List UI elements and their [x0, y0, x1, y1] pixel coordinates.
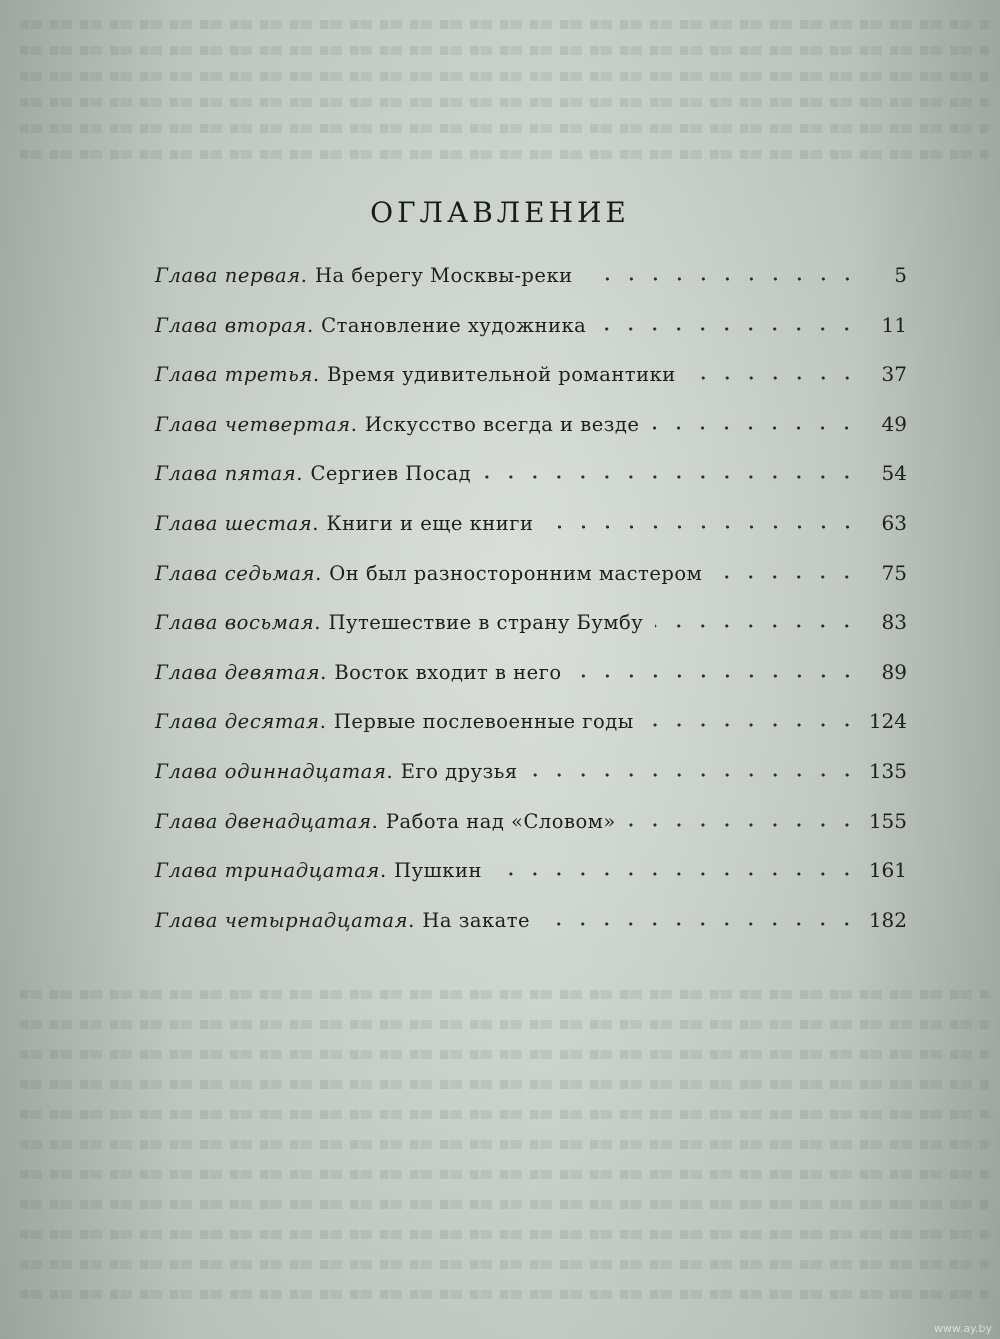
chapter-title: Первые послевоенные годы [333, 710, 634, 734]
separator-dot: . [312, 511, 319, 535]
separator-dot: . [306, 313, 314, 337]
dot-leader [646, 708, 859, 728]
toc-entry [155, 857, 907, 907]
separator-dot: . [315, 561, 322, 585]
bleed-through-line [20, 10, 990, 36]
toc-entry [155, 460, 907, 510]
bleed-through-line [20, 88, 990, 114]
chapter-title: На берегу Москвы-реки [315, 264, 573, 287]
chapter-title: Восток входит в него [334, 660, 562, 684]
separator-dot: . [296, 462, 303, 486]
dot-leader [494, 857, 859, 877]
toc-entry [155, 808, 907, 858]
chapter-title: Книги и еще книги [326, 511, 534, 535]
bleed-through-line [20, 980, 990, 1006]
dot-leader [651, 411, 859, 431]
chapter-number: Глава десятая [155, 710, 320, 734]
bleed-through-line [20, 1190, 990, 1216]
table-of-contents [155, 262, 907, 956]
toc-entry [155, 560, 907, 610]
chapter-number: Глава шестая [155, 511, 313, 535]
separator-dot: . [319, 710, 326, 734]
page-number: 182 [868, 907, 907, 932]
toc-entry [155, 361, 907, 411]
chapter-number: Глава пятая [155, 462, 297, 486]
page-number: 135 [868, 758, 907, 783]
bleed-through-line [20, 1100, 990, 1126]
bleed-through-line [20, 1130, 990, 1156]
dot-leader [655, 609, 859, 629]
bleed-through-line [20, 114, 990, 140]
page-number: 89 [881, 659, 907, 684]
separator-dot: . [408, 908, 415, 932]
chapter-number: Глава девятая [155, 660, 321, 684]
dot-leader [546, 510, 860, 530]
watermark: www.ay.by [933, 1322, 992, 1335]
bleed-through-line [20, 1280, 990, 1306]
dot-leader [542, 907, 859, 927]
dot-leader [714, 560, 859, 580]
dot-leader [483, 460, 859, 480]
toc-entry [155, 708, 907, 758]
chapter-title: Пушкин [394, 859, 482, 883]
chapter-number: Глава третья [155, 363, 313, 387]
dot-leader [574, 659, 859, 679]
separator-dot: . [300, 264, 307, 287]
chapter-number: Глава первая [155, 264, 301, 287]
page-number: 11 [881, 312, 907, 337]
bleed-through-line [20, 1040, 990, 1066]
separator-dot: . [386, 759, 393, 783]
page-number: 161 [868, 858, 907, 883]
page-number: 75 [881, 560, 907, 585]
separator-dot: . [350, 412, 357, 436]
toc-entry [155, 312, 907, 362]
separator-dot: . [379, 859, 387, 883]
page-number: 83 [881, 610, 907, 635]
bleed-through-line [20, 1220, 990, 1246]
toc-entry [155, 609, 907, 659]
toc-entry [155, 510, 907, 560]
bleed-through-line [20, 1010, 990, 1036]
page-number: 54 [881, 461, 907, 486]
page-number: 155 [868, 808, 907, 833]
chapter-number: Глава тринадцатая [155, 859, 380, 883]
separator-dot: . [314, 611, 321, 635]
chapter-number: Глава седьмая [155, 561, 316, 585]
toc-entry [155, 907, 907, 957]
chapter-title: Сергиев Посад [310, 462, 472, 486]
chapter-title: Искусство всегда и везде [364, 412, 640, 436]
page-number: 5 [894, 263, 907, 287]
bleed-through-line [20, 140, 990, 166]
bleed-through-line [20, 1070, 990, 1096]
page-title: ОГЛАВЛЕНИЕ [370, 196, 630, 229]
page-number: 37 [881, 362, 907, 387]
chapter-number: Глава четырнадцатая [155, 908, 409, 932]
dot-leader [530, 758, 859, 778]
chapter-number: Глава одиннадцатая [155, 759, 387, 783]
chapter-number: Глава восьмая [155, 611, 315, 635]
chapter-title: На закате [422, 908, 531, 932]
bleed-through-line [20, 36, 990, 62]
chapter-title: Он был разносторонним мастером [329, 561, 703, 585]
chapter-number: Глава вторая [155, 313, 307, 337]
page-number: 124 [868, 709, 907, 734]
dot-leader [585, 262, 859, 282]
chapter-title: Работа над «Словом» [385, 809, 616, 833]
page-number: 49 [881, 411, 907, 436]
bleed-through-line [20, 62, 990, 88]
chapter-title: Его друзья [400, 759, 518, 783]
bleed-through-line [20, 1160, 990, 1186]
toc-entry [155, 758, 907, 808]
separator-dot: . [312, 363, 320, 387]
chapter-title: Время удивительной романтики [327, 363, 676, 387]
bleed-through-line [20, 1250, 990, 1276]
chapter-number: Глава четвертая [155, 412, 351, 436]
page-number: 63 [881, 510, 907, 535]
dot-leader [688, 361, 859, 381]
toc-entry [155, 411, 907, 461]
chapter-number: Глава двенадцатая [155, 809, 372, 833]
dot-leader [628, 808, 859, 828]
dot-leader [598, 312, 859, 332]
separator-dot: . [320, 660, 327, 684]
chapter-title: Становление художника [321, 313, 587, 337]
toc-entry [155, 659, 907, 709]
toc-entry [155, 262, 907, 312]
separator-dot: . [371, 809, 378, 833]
chapter-title: Путешествие в страну Бумбу [328, 611, 644, 635]
